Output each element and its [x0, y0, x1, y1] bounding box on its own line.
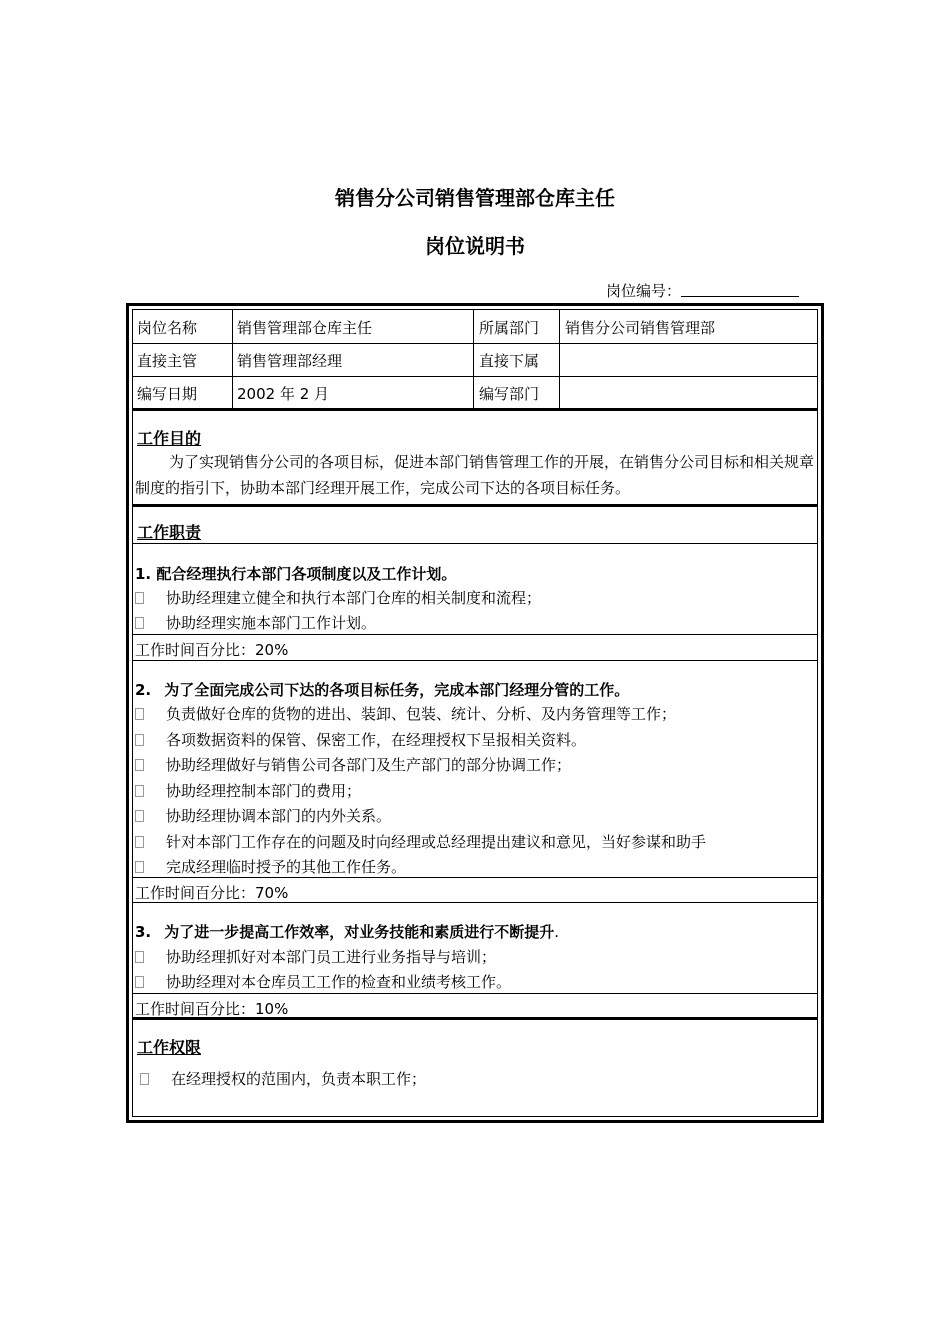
document-title: 销售分公司销售管理部仓库主任	[335, 186, 615, 210]
list-item: 负责做好仓库的货物的进出、装卸、包装、统计、分析、及内务管理等工作；	[135, 703, 676, 724]
duty-2-number: 2.	[135, 681, 152, 699]
duty-2-heading-text: 为了全面完成公司下达的各项目标任务，完成本部门经理分管的工作。	[164, 681, 630, 699]
list-item: 完成经理临时授予的其他工作任务。	[135, 856, 406, 877]
duty-1-heading	[135, 563, 456, 584]
bullet-icon	[135, 759, 144, 771]
grid-line	[133, 902, 817, 903]
position-number-blank	[681, 282, 799, 297]
list-item: 各项数据资料的保管、保密工作，在经理授权下呈报相关资料。	[135, 729, 586, 750]
bullet-icon	[135, 861, 144, 873]
supervisor-value: 销售管理部经理	[237, 352, 343, 370]
table-inner	[132, 309, 818, 1117]
list-item: 协助经理对本仓库员工工作的检查和业绩考核工作。	[135, 971, 511, 992]
authority-title: 工作权限	[137, 1038, 202, 1057]
document-subtitle: 岗位说明书	[425, 234, 525, 258]
date-label: 编写日期	[137, 385, 198, 403]
duties-title: 工作职责	[137, 523, 202, 542]
bullet-icon	[135, 734, 144, 746]
duty-3-percent: 工作时间百分比：10%	[135, 1000, 289, 1018]
bullet-icon	[135, 617, 144, 629]
grid-line	[133, 660, 817, 661]
name-label: 岗位名称	[137, 319, 198, 337]
dept-value: 销售分公司销售管理部	[565, 319, 716, 337]
duty-3-heading	[135, 921, 559, 942]
bullet-icon	[135, 592, 144, 604]
position-number-label: 岗位编号：	[606, 282, 682, 300]
duty-3-number: 3.	[135, 923, 152, 941]
list-item: 协助经理协调本部门的内外关系。	[135, 805, 391, 826]
bullet-icon	[135, 810, 144, 822]
list-item: 协助经理控制本部门的费用；	[135, 780, 361, 801]
grid-line	[232, 310, 233, 409]
grid-line	[133, 408, 817, 411]
bullet-icon	[135, 708, 144, 720]
grid-line	[133, 376, 817, 377]
supervisor-label: 直接主管	[137, 352, 198, 370]
section-divider	[133, 1017, 817, 1020]
grid-line	[133, 993, 817, 994]
grid-line	[133, 877, 817, 878]
bullet-icon	[135, 785, 144, 797]
duty-2-heading	[135, 679, 629, 700]
duty-1-percent: 工作时间百分比：20%	[135, 641, 289, 659]
date-value: 2002 年 2 月	[237, 385, 330, 403]
bullet-icon	[135, 951, 144, 963]
duty-3-heading-tail: .	[554, 923, 560, 941]
grid-line	[473, 310, 474, 409]
bullet-icon	[135, 976, 144, 988]
duty-2-percent: 工作时间百分比：70%	[135, 884, 289, 902]
job-description-table	[126, 303, 824, 1123]
purpose-text: 为了实现销售分公司的各项目标，促进本部门销售管理工作的开展，在销售分公司目标和相关规章制度的指引下，协助本部门经理开展工作，完成公司下达的各项目标任务。	[135, 453, 815, 497]
position-number	[606, 280, 799, 301]
section-divider	[133, 504, 817, 507]
name-value: 销售管理部仓库主任	[237, 319, 373, 337]
grid-line	[133, 634, 817, 635]
dept-label: 所属部门	[479, 319, 540, 337]
bullet-icon	[135, 836, 144, 848]
list-item: 在经理授权的范围内，负责本职工作；	[140, 1068, 426, 1089]
writer-dept-label: 编写部门	[479, 385, 540, 403]
grid-line	[133, 543, 817, 544]
duty-1-number: 1.	[135, 565, 152, 583]
bullet-icon	[140, 1073, 149, 1085]
list-item: 协助经理建立健全和执行本部门仓库的相关制度和流程；	[135, 587, 541, 608]
duty-1-heading-text: 配合经理执行本部门各项制度以及工作计划。	[156, 565, 457, 583]
list-item: 协助经理抓好对本部门员工进行业务指导与培训；	[135, 946, 496, 967]
list-item: 协助经理做好与销售公司各部门及生产部门的部分协调工作；	[135, 754, 571, 775]
list-item: 协助经理实施本部门工作计划。	[135, 612, 376, 633]
duty-3-heading-text: 为了进一步提高工作效率，对业务技能和素质进行不断提升	[164, 923, 555, 941]
grid-line	[559, 310, 560, 409]
list-item: 针对本部门工作存在的问题及时向经理或总经理提出建议和意见，当好参谋和助手	[135, 831, 706, 852]
purpose-title: 工作目的	[137, 429, 202, 448]
subordinate-label: 直接下属	[479, 352, 540, 370]
grid-line	[133, 343, 817, 344]
